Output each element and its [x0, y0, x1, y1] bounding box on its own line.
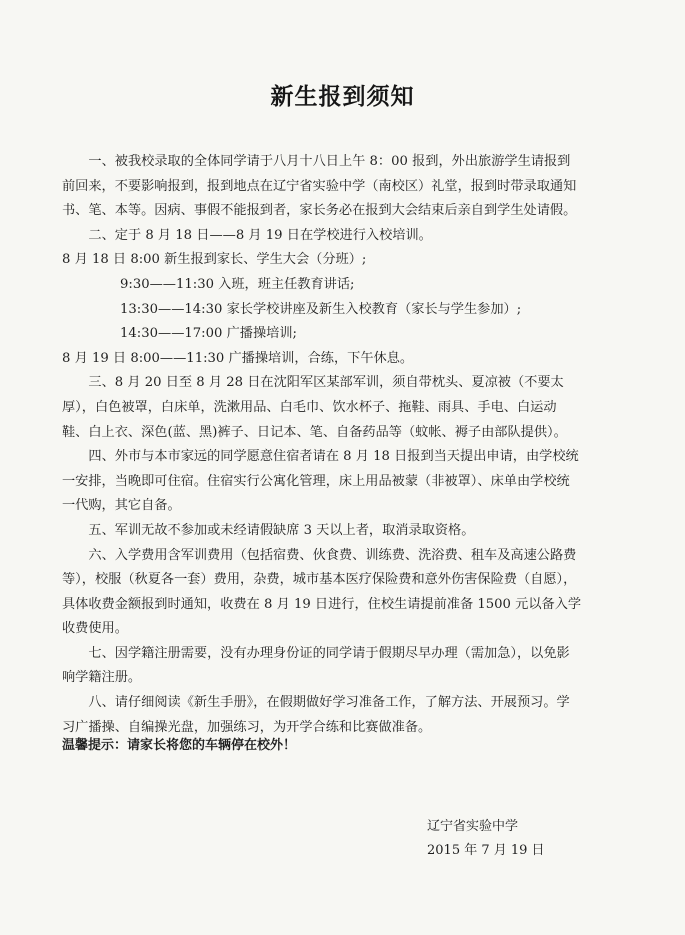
notice-item-7: 七、因学籍注册需要，没有办理身份证的同学请于假期尽早办理（需加急），以免影响学籍注册。: [62, 645, 570, 686]
notice-item-6: 六、入学费用含军训费用（包括宿费、伙食费、训练费、洗浴费、租车及高速公路费等），校服（秋夏各一套）费用，杂费，城市基本医疗保险费和意外伤害保险费（自愿），具体收费金额报到时通知，收费在 8 月 19 日进行，住校生请提前准备 1500 元以备入学收费使用。: [62, 547, 582, 637]
notice-item-1: 一、被我校录取的全体同学请于八月十八日上午 8：00 报到，外出旅游学生请报到前回来，不要影响报到，报到地点在辽宁省实验中学（南校区）礼堂，报到时带录取通知书、笔、本等。因病、事假不能报到者，家长务必在报到大会结束后亲自到学生处请假。: [62, 154, 577, 219]
document-title: 新生报到须知: [270, 84, 415, 110]
schedule-line-5: 8 月 19 日 8:00——11:30 广播操培训，合练，下午休息。: [62, 350, 414, 366]
schedule-line-3: 13:30——14:30 家长学校讲座及新生入校教育（家长与学生参加）;: [120, 301, 522, 317]
notice-item-3: 三、8 月 20 日至 8 月 28 日在沈阳军区某部军训，须自带枕头、夏凉被（不要太厚），白色被罩，白床单，洗漱用品、白毛巾、饮水杯子、拖鞋、雨具、手电、白运动鞋、白上衣、深色(蓝、黑)裤子、日记本、笔、自备药品等（蚊帐、褥子由部队提供）。: [62, 375, 567, 440]
schedule-line-4: 14:30——17:00 广播操培训;: [120, 326, 297, 342]
notice-item-4: 四、外市与本市家远的同学愿意住宿者请在 8 月 18 日报到当天提出申请，由学校统一安排，当晚即可住宿。住宿实行公寓化管理，床上用品被蒙（非被罩）、床单由学校统一代购，其它自备。: [62, 449, 579, 514]
notice-item-2: 二、定于 8 月 18 日——8 月 19 日在学校进行入校培训。: [88, 227, 432, 243]
signature-org: 辽宁省实验中学: [427, 819, 519, 834]
warm-tip: 温馨提示：请家长将您的车辆停在校外！: [62, 738, 297, 753]
notice-item-5: 五、军训无故不参加或未经请假缺席 3 天以上者，取消录取资格。: [88, 522, 475, 538]
schedule-line-2: 9:30——11:30 入班，班主任教育讲话;: [120, 276, 355, 292]
notice-item-8: 八、请仔细阅读《新生手册》，在假期做好学习准备工作，了解方法、开展预习。学习广播操、自编操光盘，加强练习，为开学合练和比赛做准备。: [62, 695, 570, 735]
signature-block: [427, 815, 627, 863]
notice-body: [62, 150, 582, 740]
schedule-line-1: 8 月 18 日 8:00 新生报到家长、学生大会（分班）;: [62, 252, 367, 268]
signature-date: 2015 年 7 月 19 日: [427, 843, 545, 858]
